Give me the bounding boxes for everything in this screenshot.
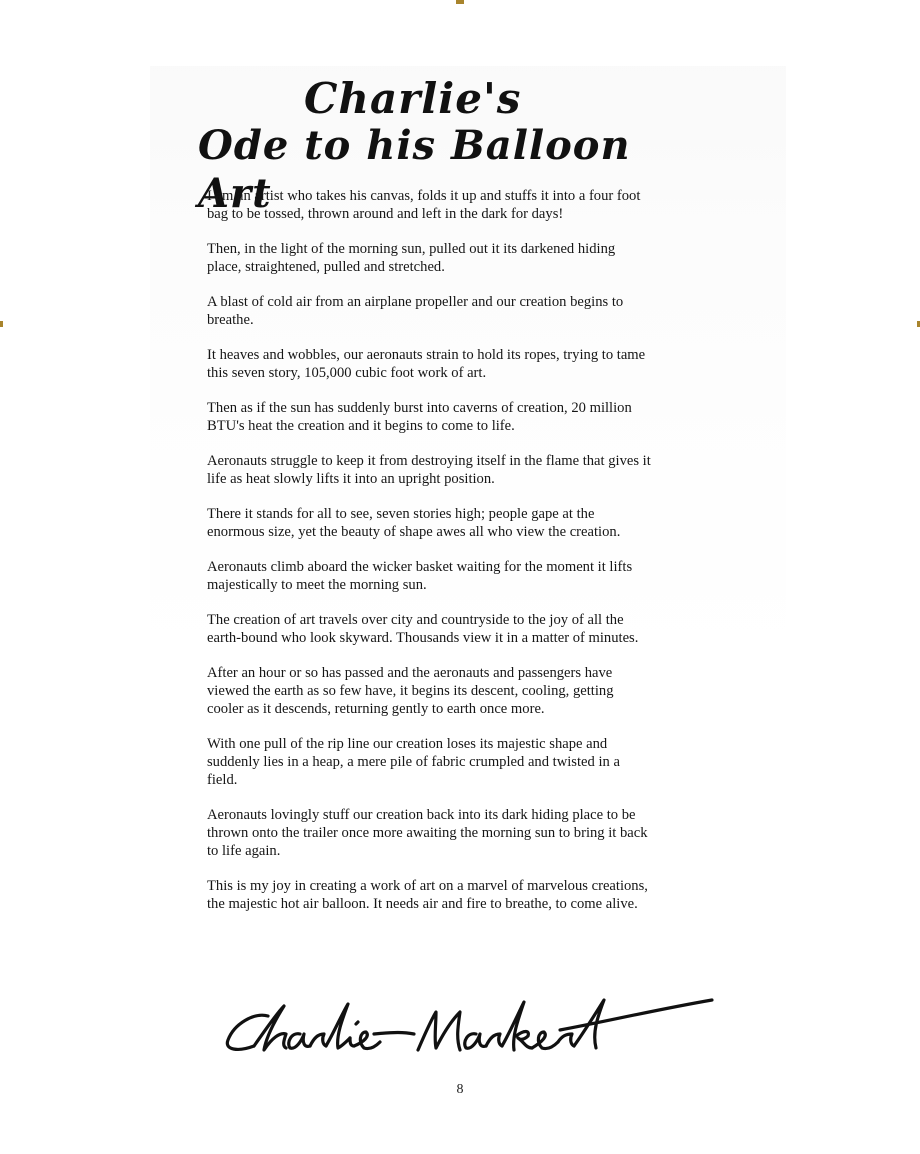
poem-paragraph-4: It heaves and wobbles, our aeronauts strain to hold its ropes, trying to tame this seven story, 105,000 cubic foot work of art. (207, 347, 646, 381)
title-line-2: Ode to his Balloon Art (198, 122, 631, 217)
poem-paragraph-2: Then, in the light of the morning sun, pulled out it its darkened hiding place, straightened, pulled and stretched. (207, 241, 616, 275)
left-crop-mark (0, 321, 3, 327)
handwritten-signature (224, 992, 716, 1058)
poem-paragraph-11: With one pull of the rip line our creation loses its majestic shape and suddenly lies in a heap, a mere pile of fabric crumpled and twisted in a field. (207, 736, 620, 788)
top-crop-mark (456, 0, 464, 4)
poem-paragraph-12: Aeronauts lovingly stuff our creation back into its dark hiding place to be thrown onto the trailer once more awaiting the morning sun to bring it back to life again. (207, 807, 648, 859)
title-line-1: Charlie's (304, 74, 522, 123)
poem-paragraph-7: There it stands for all to see, seven stories high; people gape at the enormous size, yet the beauty of shape awes all who view the creation. (207, 506, 621, 540)
poem-paragraph-5: Then as if the sun has suddenly burst into caverns of creation, 20 million BTU's heat the creation and it begins to come to life. (207, 400, 632, 434)
poem-paragraph-10: After an hour or so has passed and the aeronauts and passengers have viewed the earth as so few have, it begins its descent, cooling, getting cooler as it descends, returning gently to earth once more. (207, 665, 614, 717)
poem-body (207, 187, 653, 930)
poem-paragraph-3: A blast of cold air from an airplane propeller and our creation begins to breathe. (207, 294, 624, 328)
poem-paragraph-1: I am an artist who takes his canvas, folds it up and stuffs it into a four foot bag to be tossed, thrown around and left in the dark for days! (207, 188, 641, 222)
poem-paragraph-6: Aeronauts struggle to keep it from destroying itself in the flame that gives it life as heat slowly lifts it into an upright position. (207, 453, 651, 487)
poem-paragraph-13: This is my joy in creating a work of art on a marvel of marvelous creations, the majestic hot air balloon. It needs air and fire to breathe, to come alive. (207, 878, 648, 912)
poem-paragraph-9: The creation of art travels over city and countryside to the joy of all the earth-bound who look skyward. Thousands view it in a matter of minutes. (207, 612, 639, 646)
poem-paragraph-8: Aeronauts climb aboard the wicker basket waiting for the moment it lifts majestically to meet the morning sun. (207, 559, 633, 593)
page-number: 8 (456, 1082, 464, 1097)
